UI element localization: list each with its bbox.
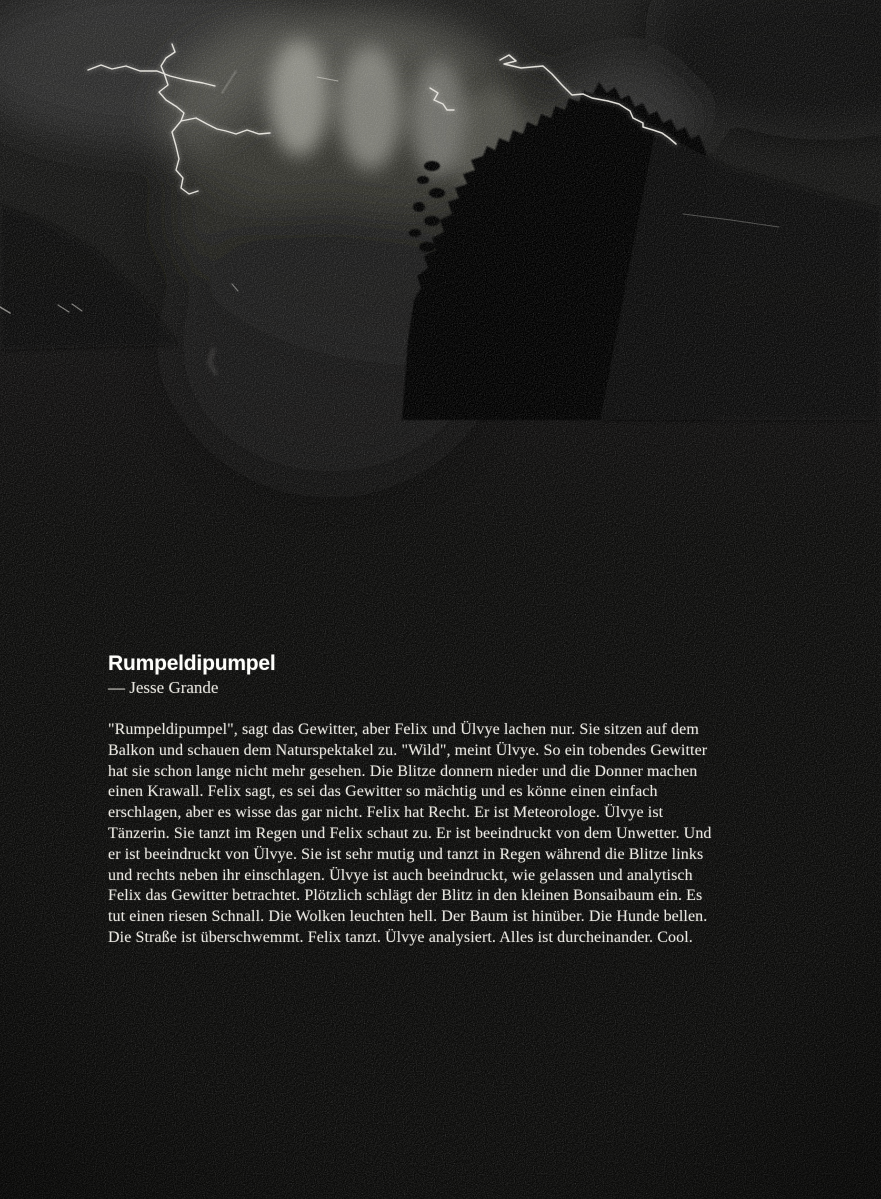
story-line: "Rumpeldipumpel", sagt das Gewitter, aber Felix und Ülvye lachen nur. Sie sitzen auf dem — [108, 721, 699, 738]
story-line: einen Krawall. Felix sagt, es sei das Gewitter so mächtig und es könne einen einfach — [108, 783, 658, 801]
story-line: erschlagen, aber es wisse das gar nicht. Felix hat Recht. Er ist Meteorologe. Ülvye ist — [108, 804, 664, 822]
story-line: hat sie schon lange nicht mehr gesehen. Die Blitze donnern nieder und die Donner machen — [108, 762, 698, 780]
story-line: Balkon und schauen dem Naturspektakel zu. "Wild", meint Ülvye. So ein tobendes Gewitter — [108, 741, 708, 759]
story-line: er ist beeindruckt von Ülvye. Sie ist sehr mutig und tanzt in Regen während die Blitze links — [108, 845, 704, 863]
story-line: Tänzerin. Sie tanzt im Regen und Felix schaut zu. Er ist beeindruckt von dem Unwetter. Und — [108, 824, 712, 842]
story-title: Rumpeldipumpel — [108, 652, 276, 675]
story-line: Die Straße ist überschwemmt. Felix tanzt. Ülvye analysiert. Alles ist durcheinander. Cool. — [108, 928, 693, 946]
story-byline: — Jesse Grande — [108, 678, 219, 697]
story-text-block — [108, 652, 748, 949]
story-line: Felix das Gewitter betrachtet. Plötzlich schlägt der Blitz in den kleinen Bonsaibaum ein. Es — [108, 887, 703, 905]
story-paragraph — [108, 720, 748, 949]
story-line: tut einen riesen Schnall. Die Wolken leuchten hell. Der Baum ist hinüber. Die Hunde bellen. — [108, 908, 708, 926]
story-line: und rechts neben ihr einschlagen. Ülvye ist auch beeindruckt, wie gelassen und analytisch — [108, 866, 693, 884]
